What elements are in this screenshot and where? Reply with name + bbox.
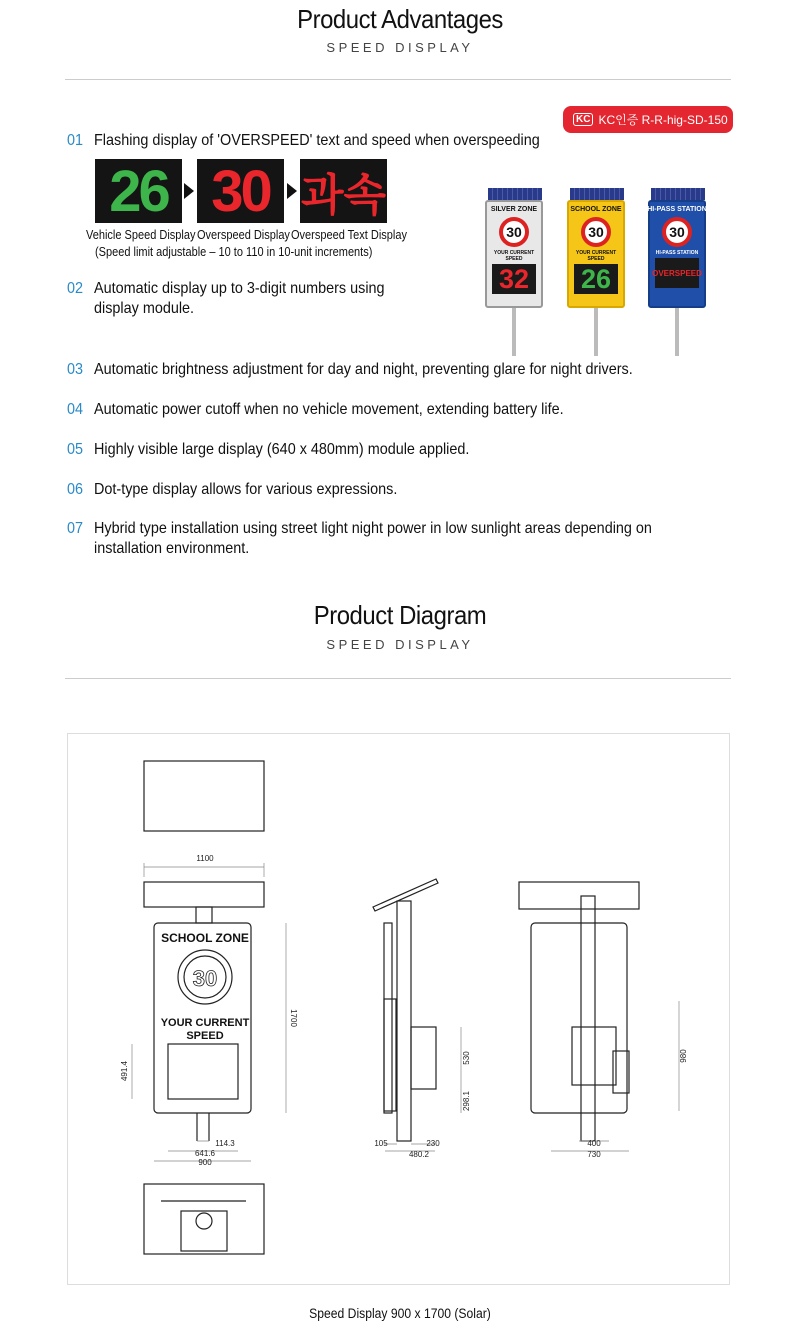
overspeed-display (197, 159, 284, 223)
dim-1100: 1100 (196, 854, 214, 863)
solar-panel (488, 188, 542, 200)
sign-line2: SPEED (186, 1030, 224, 1042)
diagram-caption: Speed Display 900 x 1700 (Solar) (309, 1306, 491, 1321)
dim-530: 530 (462, 1051, 471, 1065)
item-number: 03 (67, 361, 84, 378)
dim-114: 114.3 (215, 1139, 235, 1148)
speed-limit-note: (Speed limit adjustable – 10 to 110 in 10-unit increments) (95, 245, 373, 259)
school-zone-sign (567, 200, 625, 308)
sign-label: YOUR CURRENT SPEED (575, 250, 617, 262)
dim-400: 400 (587, 1139, 601, 1148)
dim-1700: 1700 (289, 1009, 298, 1027)
kc-logo-icon: KC (573, 113, 593, 126)
advantage-item-04 (67, 400, 697, 420)
speed-limit-circle: 30 (662, 217, 692, 247)
sign-speed: OVERSPEED (655, 258, 699, 288)
diagram-subtitle: SPEED DISPLAY (326, 637, 474, 652)
item-number: 04 (67, 401, 84, 418)
diagram-frame (67, 733, 730, 1285)
advantages-subtitle: SPEED DISPLAY (326, 40, 474, 55)
solar-panel (570, 188, 624, 200)
display-value: 과속 (300, 171, 386, 220)
solar-panel (651, 188, 705, 200)
top-view-panel (144, 761, 264, 831)
item-number: 05 (67, 441, 84, 458)
dim-730: 730 (587, 1150, 601, 1159)
sign-speed: 32 (492, 264, 536, 294)
display-caption: Overspeed Text Display (291, 228, 407, 242)
arrow-right-icon (287, 183, 297, 199)
technical-drawing (68, 734, 731, 1286)
dim-900: 900 (198, 1158, 212, 1167)
advantage-item-06 (67, 480, 697, 500)
silver-zone-sign (485, 200, 543, 308)
item-text: Dot-type display allows for various expressions. (94, 481, 398, 498)
sign-speed: 26 (574, 264, 618, 294)
badge-text: KC인증 R-R-hig-SD-150 (598, 113, 728, 127)
advantage-item-07 (67, 519, 697, 559)
item-text: installation environment. (94, 540, 250, 557)
item-number: 01 (67, 132, 84, 149)
sign-label: YOUR CURRENT SPEED (493, 250, 535, 262)
item-number: 07 (67, 520, 84, 537)
diagram-title: Product Diagram (313, 600, 487, 630)
item-number: 02 (67, 280, 84, 297)
pole (675, 308, 679, 356)
pole (512, 308, 516, 356)
display-value: 30 (211, 158, 270, 224)
sign-zone-text: SCHOOL ZONE (161, 931, 249, 945)
divider (65, 678, 731, 679)
sign-limit-text: 30 (192, 966, 218, 991)
pole (594, 308, 598, 356)
dim-480: 480.2 (408, 1150, 430, 1159)
item-text: Automatic power cutoff when no vehicle movement, extending battery life. (94, 401, 564, 418)
item-text: Automatic display up to 3-digit numbers using (94, 280, 385, 297)
front-solar-panel (144, 882, 264, 907)
item-text: Automatic brightness adjustment for day and night, preventing glare for night drivers. (94, 361, 633, 378)
item-text: Flashing display of 'OVERSPEED' text and speed when overspeeding (94, 132, 540, 149)
vehicle-speed-display (95, 159, 182, 223)
divider (65, 79, 731, 80)
speed-limit-circle: 30 (499, 217, 529, 247)
sign-label: HI-PASS STATION (655, 250, 699, 256)
display-module (168, 1044, 238, 1099)
advantage-item-05 (67, 440, 697, 460)
dim-980: 980 (679, 1049, 688, 1063)
sign-line1: YOUR CURRENT (160, 1017, 250, 1029)
sign-zone: SILVER ZONE (490, 206, 538, 213)
dim-298: 298.1 (462, 1090, 471, 1112)
advantages-title: Product Advantages (297, 4, 503, 34)
speed-limit-circle: 30 (581, 217, 611, 247)
hipass-station-sign (648, 200, 706, 308)
item-text: Highly visible large display (640 x 480mm) module applied. (94, 441, 470, 458)
dim-230: 230 (426, 1139, 440, 1148)
dim-105: 105 (374, 1139, 388, 1148)
overspeed-text-display (300, 159, 387, 223)
item-text: Hybrid type installation using street light night power in low sunlight areas depending on (94, 520, 652, 537)
sign-zone: SCHOOL ZONE (570, 206, 622, 213)
sign-zone: HI-PASS STATION (647, 206, 707, 213)
arrow-right-icon (184, 183, 194, 199)
dim-641: 641.6 (194, 1149, 216, 1158)
item-text: display module. (94, 300, 195, 317)
kc-certification-badge (563, 106, 733, 133)
advantage-item-03 (67, 360, 697, 380)
display-caption: Overspeed Display (197, 228, 290, 242)
item-number: 06 (67, 481, 84, 498)
display-value: 26 (109, 158, 168, 224)
dim-491: 491.4 (120, 1060, 129, 1082)
display-caption: Vehicle Speed Display (86, 228, 196, 242)
advantage-item-01 (67, 131, 697, 151)
